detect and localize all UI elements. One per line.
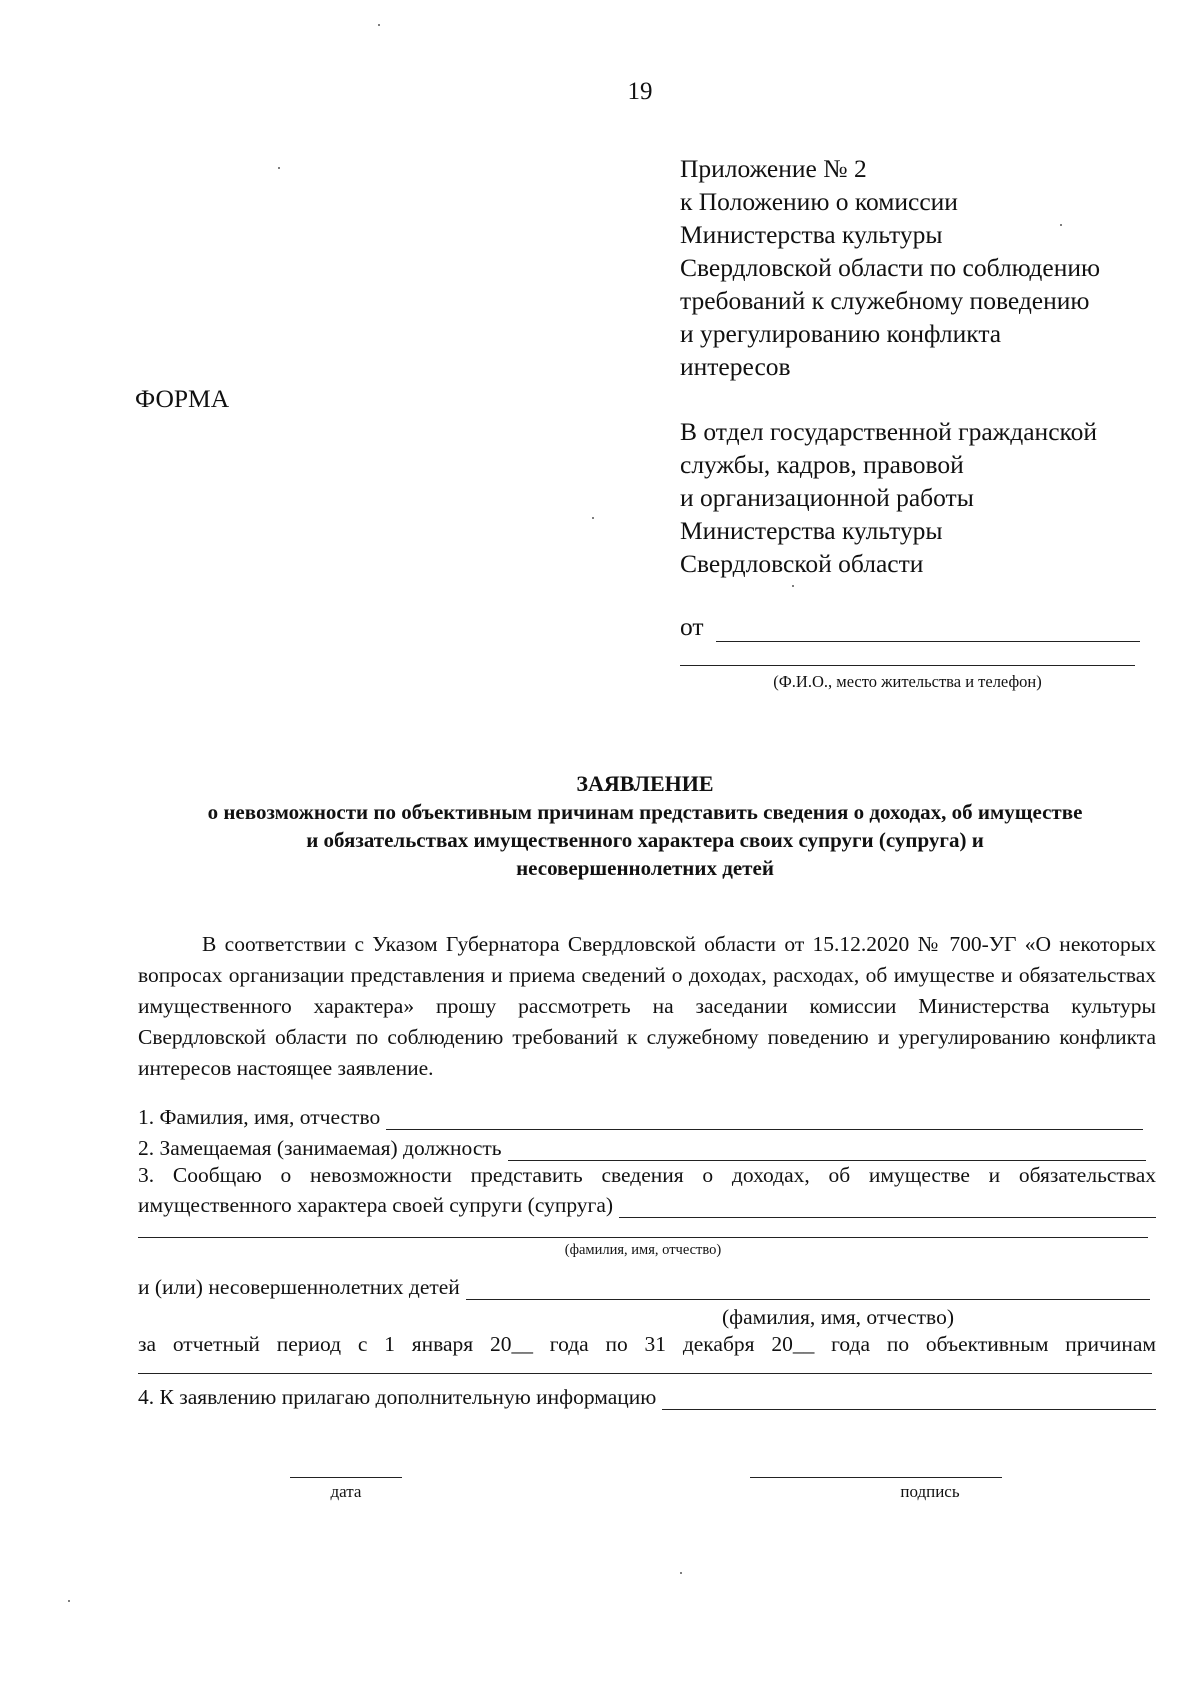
scan-speck	[680, 1572, 682, 1574]
item-4-row	[138, 1385, 1156, 1410]
item-4-label: 4. К заявлению прилагаю дополнительную информацию	[138, 1385, 657, 1409]
from-row	[680, 612, 1140, 642]
form-label: ФОРМА	[135, 384, 230, 413]
scan-speck	[1060, 224, 1062, 226]
from-fill-line[interactable]	[716, 621, 1140, 642]
from-caption: (Ф.И.О., место жительства и телефон)	[773, 672, 1042, 691]
children-fill-line[interactable]	[466, 1281, 1150, 1300]
appendix-line: требований к служебному поведению	[680, 286, 1090, 315]
item-4-fill-line[interactable]	[662, 1391, 1156, 1410]
spouse-fill-line-2[interactable]	[138, 1237, 1148, 1238]
children-caption: (фамилия, имя, отчество)	[722, 1305, 954, 1329]
addressee-line: службы, кадров, правовой	[680, 450, 964, 479]
from-label: от	[680, 612, 704, 641]
addressee-block	[680, 415, 1190, 580]
title-subtitle-line: и обязательствах имущественного характера своих супруги (супруга) и	[306, 828, 984, 852]
appendix-line: интересов	[680, 352, 791, 381]
from-fill-line-2[interactable]	[680, 665, 1135, 666]
body-paragraph	[138, 929, 1156, 1084]
item-2-label: 2. Замещаемая (занимаемая) должность	[138, 1136, 502, 1160]
appendix-line: Министерства культуры	[680, 220, 943, 249]
scan-speck	[278, 167, 280, 169]
scan-speck	[378, 24, 380, 26]
title-subtitle-line: о невозможности по объективным причинам представить сведения о доходах, об имуществе	[207, 800, 1083, 824]
scan-speck	[68, 1600, 70, 1602]
item-3-row	[138, 1193, 1156, 1218]
body-paragraph-text: В соответствии с Указом Губернатора Свердловской области от 15.12.2020 № 700-УГ «О некоторых вопросах организации представления и приема сведений о доходах, расходах, об имуществе и обязательствах имущественного характера» прошу рассмотреть на заседании комиссии Министерства культуры Свердловской области по соблюдению требований к служебному поведению и урегулированию конфликта интересов настоящее заявление.	[138, 932, 1156, 1080]
spouse-caption: (фамилия, имя, отчество)	[564, 1242, 722, 1258]
scan-speck	[792, 585, 794, 587]
addressee-line: Министерства культуры	[680, 516, 943, 545]
item-3-label: имущественного характера своей супруги (супруга)	[138, 1193, 614, 1217]
date-label: дата	[330, 1482, 362, 1501]
appendix-line: к Положению о комиссии	[680, 187, 958, 216]
appendix-block	[680, 152, 1180, 383]
signature-line[interactable]	[750, 1477, 1002, 1478]
spouse-fill-line[interactable]	[619, 1199, 1156, 1218]
appendix-line: и урегулированию конфликта	[680, 319, 1002, 348]
addressee-line: и организационной работы	[680, 483, 974, 512]
item-1-row	[138, 1105, 1143, 1130]
document-title	[120, 770, 1170, 882]
appendix-line: Свердловской области по соблюдению	[680, 253, 1101, 282]
children-row	[138, 1275, 1150, 1300]
signature-label: подпись	[900, 1482, 960, 1501]
item-3-line-1: 3. Сообщаю о невозможности представить сведения о доходах, об имуществе и обязательствах	[138, 1163, 1156, 1187]
title-subtitle-line: несовершеннолетних детей	[516, 856, 774, 880]
period-line: за отчетный период с 1 января 20__ года по 31 декабря 20__ года по объективным причинам	[138, 1332, 1156, 1356]
children-label: и (или) несовершеннолетних детей	[138, 1275, 460, 1299]
reasons-fill-line[interactable]	[138, 1373, 1152, 1374]
item-2-row	[138, 1136, 1146, 1161]
addressee-line: В отдел государственной гражданской	[680, 417, 1098, 446]
title-main: ЗАЯВЛЕНИЕ	[576, 771, 714, 796]
appendix-line: Приложение № 2	[680, 154, 867, 183]
addressee-line: Свердловской области	[680, 549, 924, 578]
page-number: 19	[627, 78, 653, 105]
item-2-fill-line[interactable]	[508, 1142, 1146, 1161]
item-1-label: 1. Фамилия, имя, отчество	[138, 1105, 381, 1129]
scan-speck	[592, 517, 594, 519]
item-1-fill-line[interactable]	[386, 1111, 1143, 1130]
date-line[interactable]	[290, 1477, 402, 1478]
